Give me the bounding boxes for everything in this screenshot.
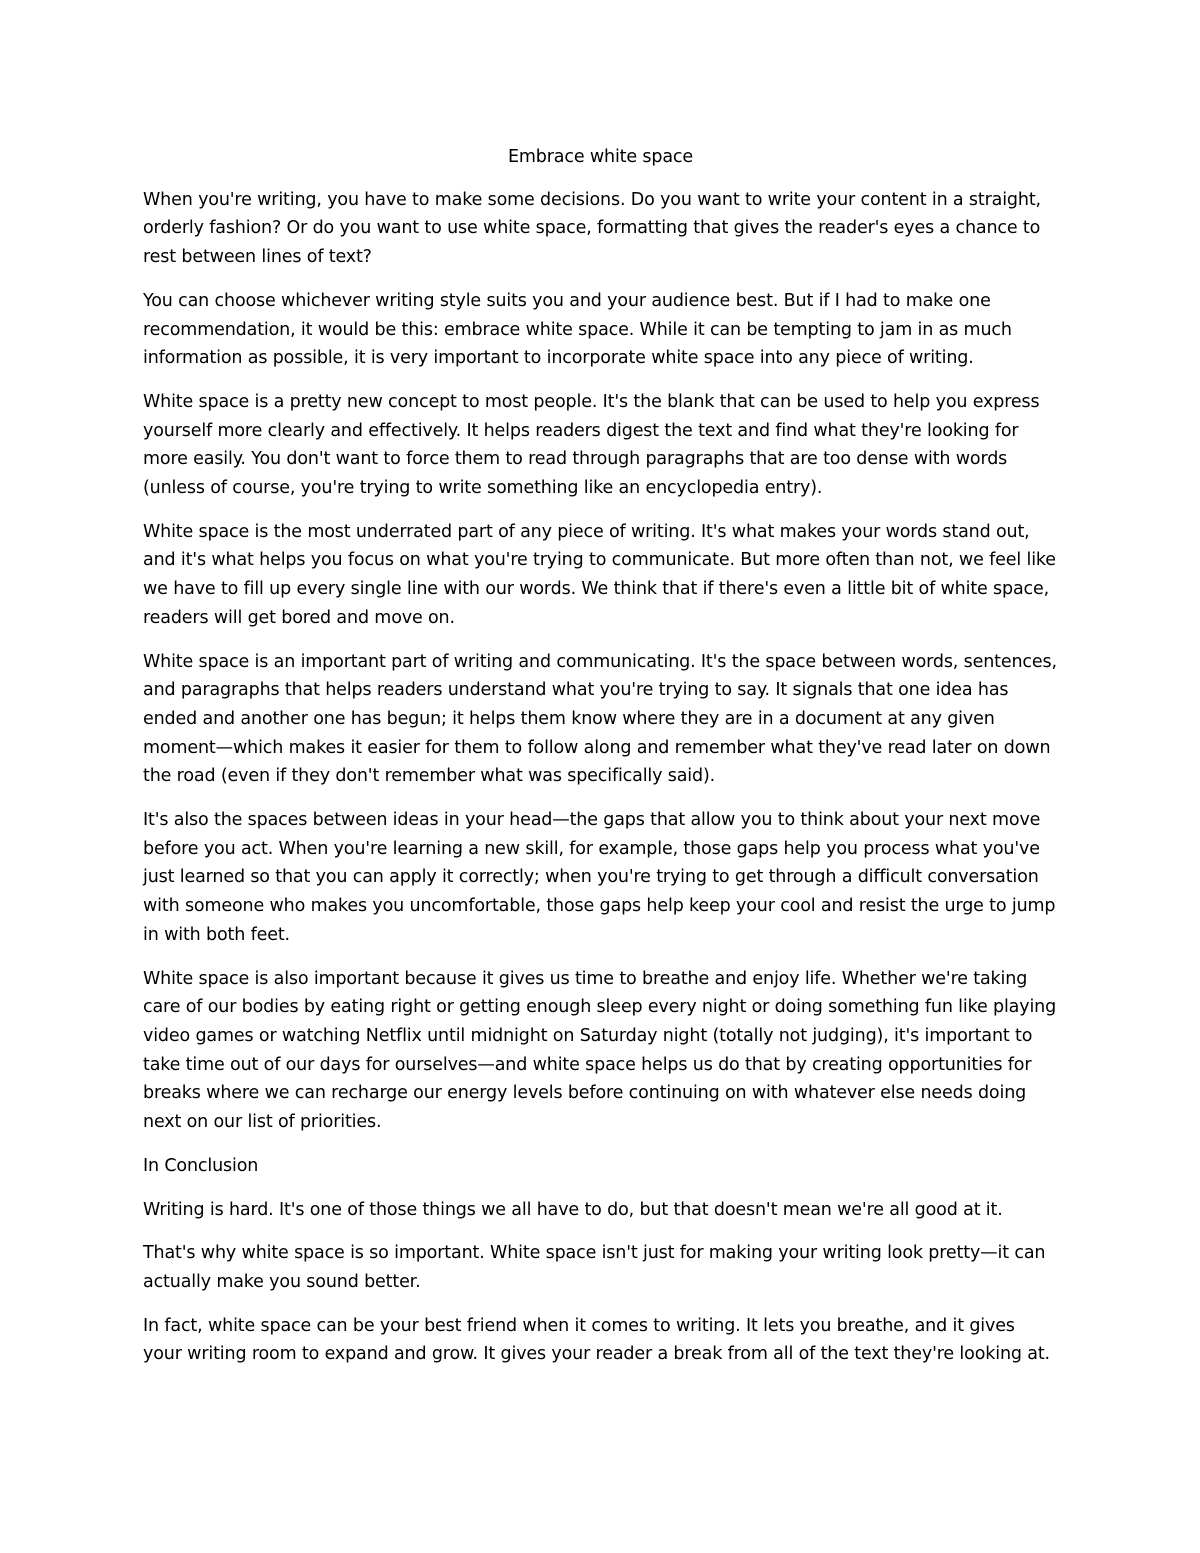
- document-title: Embrace white space: [507, 147, 694, 167]
- paragraph: White space is a pretty new concept to most people. It's the blank that can be used to help you express yourself more clearly and effectively. It helps readers digest the text and find what they're looking for more easily. You don't want to force them to read through paragraphs that are too dense with words (unless of course, you're trying to write something like an encyclopedia entry).: [143, 391, 1040, 499]
- paragraph: Writing is hard. It's one of those things we all have to do, but that doesn't mean we're all good at it.: [143, 1199, 1003, 1220]
- paragraph: White space is the most underrated part of any piece of writing. It's what makes your words stand out, and it's what helps you focus on what you're trying to communicate. But more often than not, we feel like we have to fill up every single line with our words. We think that if there's even a little bit of white space, readers will get bored and move on.: [143, 521, 1056, 628]
- paragraph: That's why white space is so important. White space isn't just for making your writing look pretty—it can actually make you sound better.: [143, 1243, 1046, 1292]
- paragraph: White space is an important part of writing and communicating. It's the space between words, sentences, and paragraphs that helps readers understand what you're trying to say. It signals that one idea has ended and another one has begun; it helps them know where they are in a document at any given moment—which makes it easier for them to follow along and remember what they've read later on down the road (even if they don't remember what was specifically said).: [143, 651, 1057, 787]
- paragraph: It's also the spaces between ideas in your head—the gaps that allow you to think about your next move before you act. When you're learning a new skill, for example, those gaps help you process what you've just learned so that you can apply it correctly; when you're trying to get through a difficult conversation with someone who makes you uncomfortable, those gaps help keep your cool and resist the urge to jump in with both feet.: [143, 810, 1056, 945]
- conclusion-heading: In Conclusion: [143, 1155, 259, 1176]
- paragraph: White space is also important because it gives us time to breathe and enjoy life. Whether we're taking care of our bodies by eating right or getting enough sleep every night or doing something fun like playing video games or watching Netflix until midnight on Saturday night (totally not judging), it's important to take time out of our days for ourselves—and white space helps us do that by creating opportunities for breaks where we can recharge our energy levels before continuing on with whatever else needs doing next on our list of priorities.: [143, 968, 1057, 1133]
- paragraph: In fact, white space can be your best friend when it comes to writing. It lets you breathe, and it gives your writing room to expand and grow. It gives your reader a break from all of the text they're looking at.: [143, 1315, 1050, 1365]
- paragraph: You can choose whichever writing style suits you and your audience best. But if I had to make one recommendation, it would be this: embrace white space. While it can be tempting to jam in as much information as possible, it is very important to incorporate white space into any piece of writing.: [143, 290, 1012, 369]
- document-body: [143, 143, 1058, 1384]
- paragraph: When you're writing, you have to make some decisions. Do you want to write your content in a straight, orderly fashion? Or do you want to use white space, formatting that gives the reader's eyes a chance to rest between lines of text?: [143, 189, 1041, 268]
